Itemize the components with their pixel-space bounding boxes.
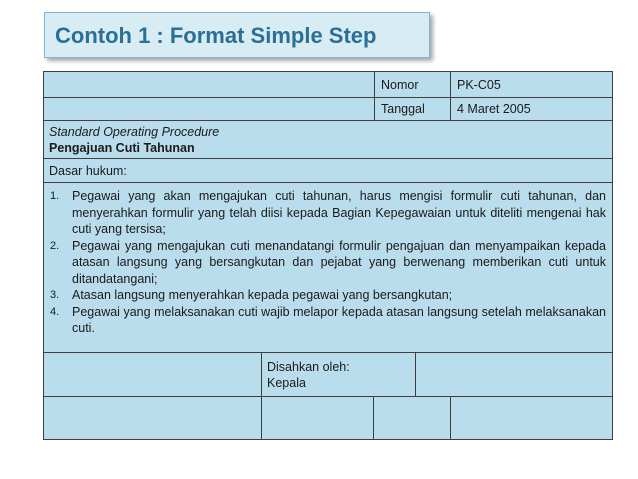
step-item: 3. Atasan langsung menyerahkan kepada pegawai yang bersangkutan;: [50, 288, 453, 302]
step-item: 4. Pegawai yang melaksanakan cuti wajib melapor kepada atasan langsung setelah melaksanakan cuti.: [50, 304, 606, 335]
sop-type: Standard Operating Procedure: [49, 125, 220, 139]
tanggal-value: 4 Maret 2005: [457, 102, 531, 116]
signature-cell-1: [43, 396, 262, 440]
blank-header-cell: [43, 71, 375, 98]
legal-basis-label: Dasar hukum:: [49, 164, 127, 178]
tanggal-label: Tanggal: [381, 102, 425, 116]
approval-label: Disahkan oleh:: [267, 360, 350, 374]
approval-cell: [261, 352, 416, 397]
approval-role: Kepala: [267, 376, 306, 390]
nomor-label-cell: [374, 71, 451, 98]
step-item: 2. Pegawai yang mengajukan cuti menandatangi formulir pengajuan dan menyampaikan kepada atasan langsung yang bersangkutan dan pejabat yang berwenang memberikan cuti untuk ditandatangani;: [50, 238, 606, 286]
steps-list: [50, 188, 606, 337]
signature-cell-4: [450, 396, 613, 440]
sop-form: [43, 71, 611, 439]
tanggal-value-cell: [450, 97, 613, 121]
title-banner: [44, 12, 430, 58]
blank-header-cell-2: [43, 97, 375, 121]
page-title: Contoh 1 : Format Simple Step: [55, 23, 377, 48]
nomor-label: Nomor: [381, 78, 419, 92]
signature-cell-2: [261, 396, 374, 440]
approval-blank-left: [43, 352, 262, 397]
steps-cell: [43, 182, 613, 353]
sop-title-cell: [43, 120, 613, 159]
step-item: 1. Pegawai yang akan mengajukan cuti tahunan, harus mengisi formulir cuti tahunan, dan menyerahkan formulir yang telah diisi kepada Bagian Kepegawaian untuk diteliti mengenai hak cuti yang tersisa;: [50, 189, 606, 236]
approval-blank-right: [415, 352, 613, 397]
nomor-value: PK-C05: [457, 78, 501, 92]
tanggal-label-cell: [374, 97, 451, 121]
signature-cell-3: [373, 396, 451, 440]
sop-name: Pengajuan Cuti Tahunan: [49, 141, 195, 155]
nomor-value-cell: [450, 71, 613, 98]
legal-basis-cell: [43, 158, 613, 183]
